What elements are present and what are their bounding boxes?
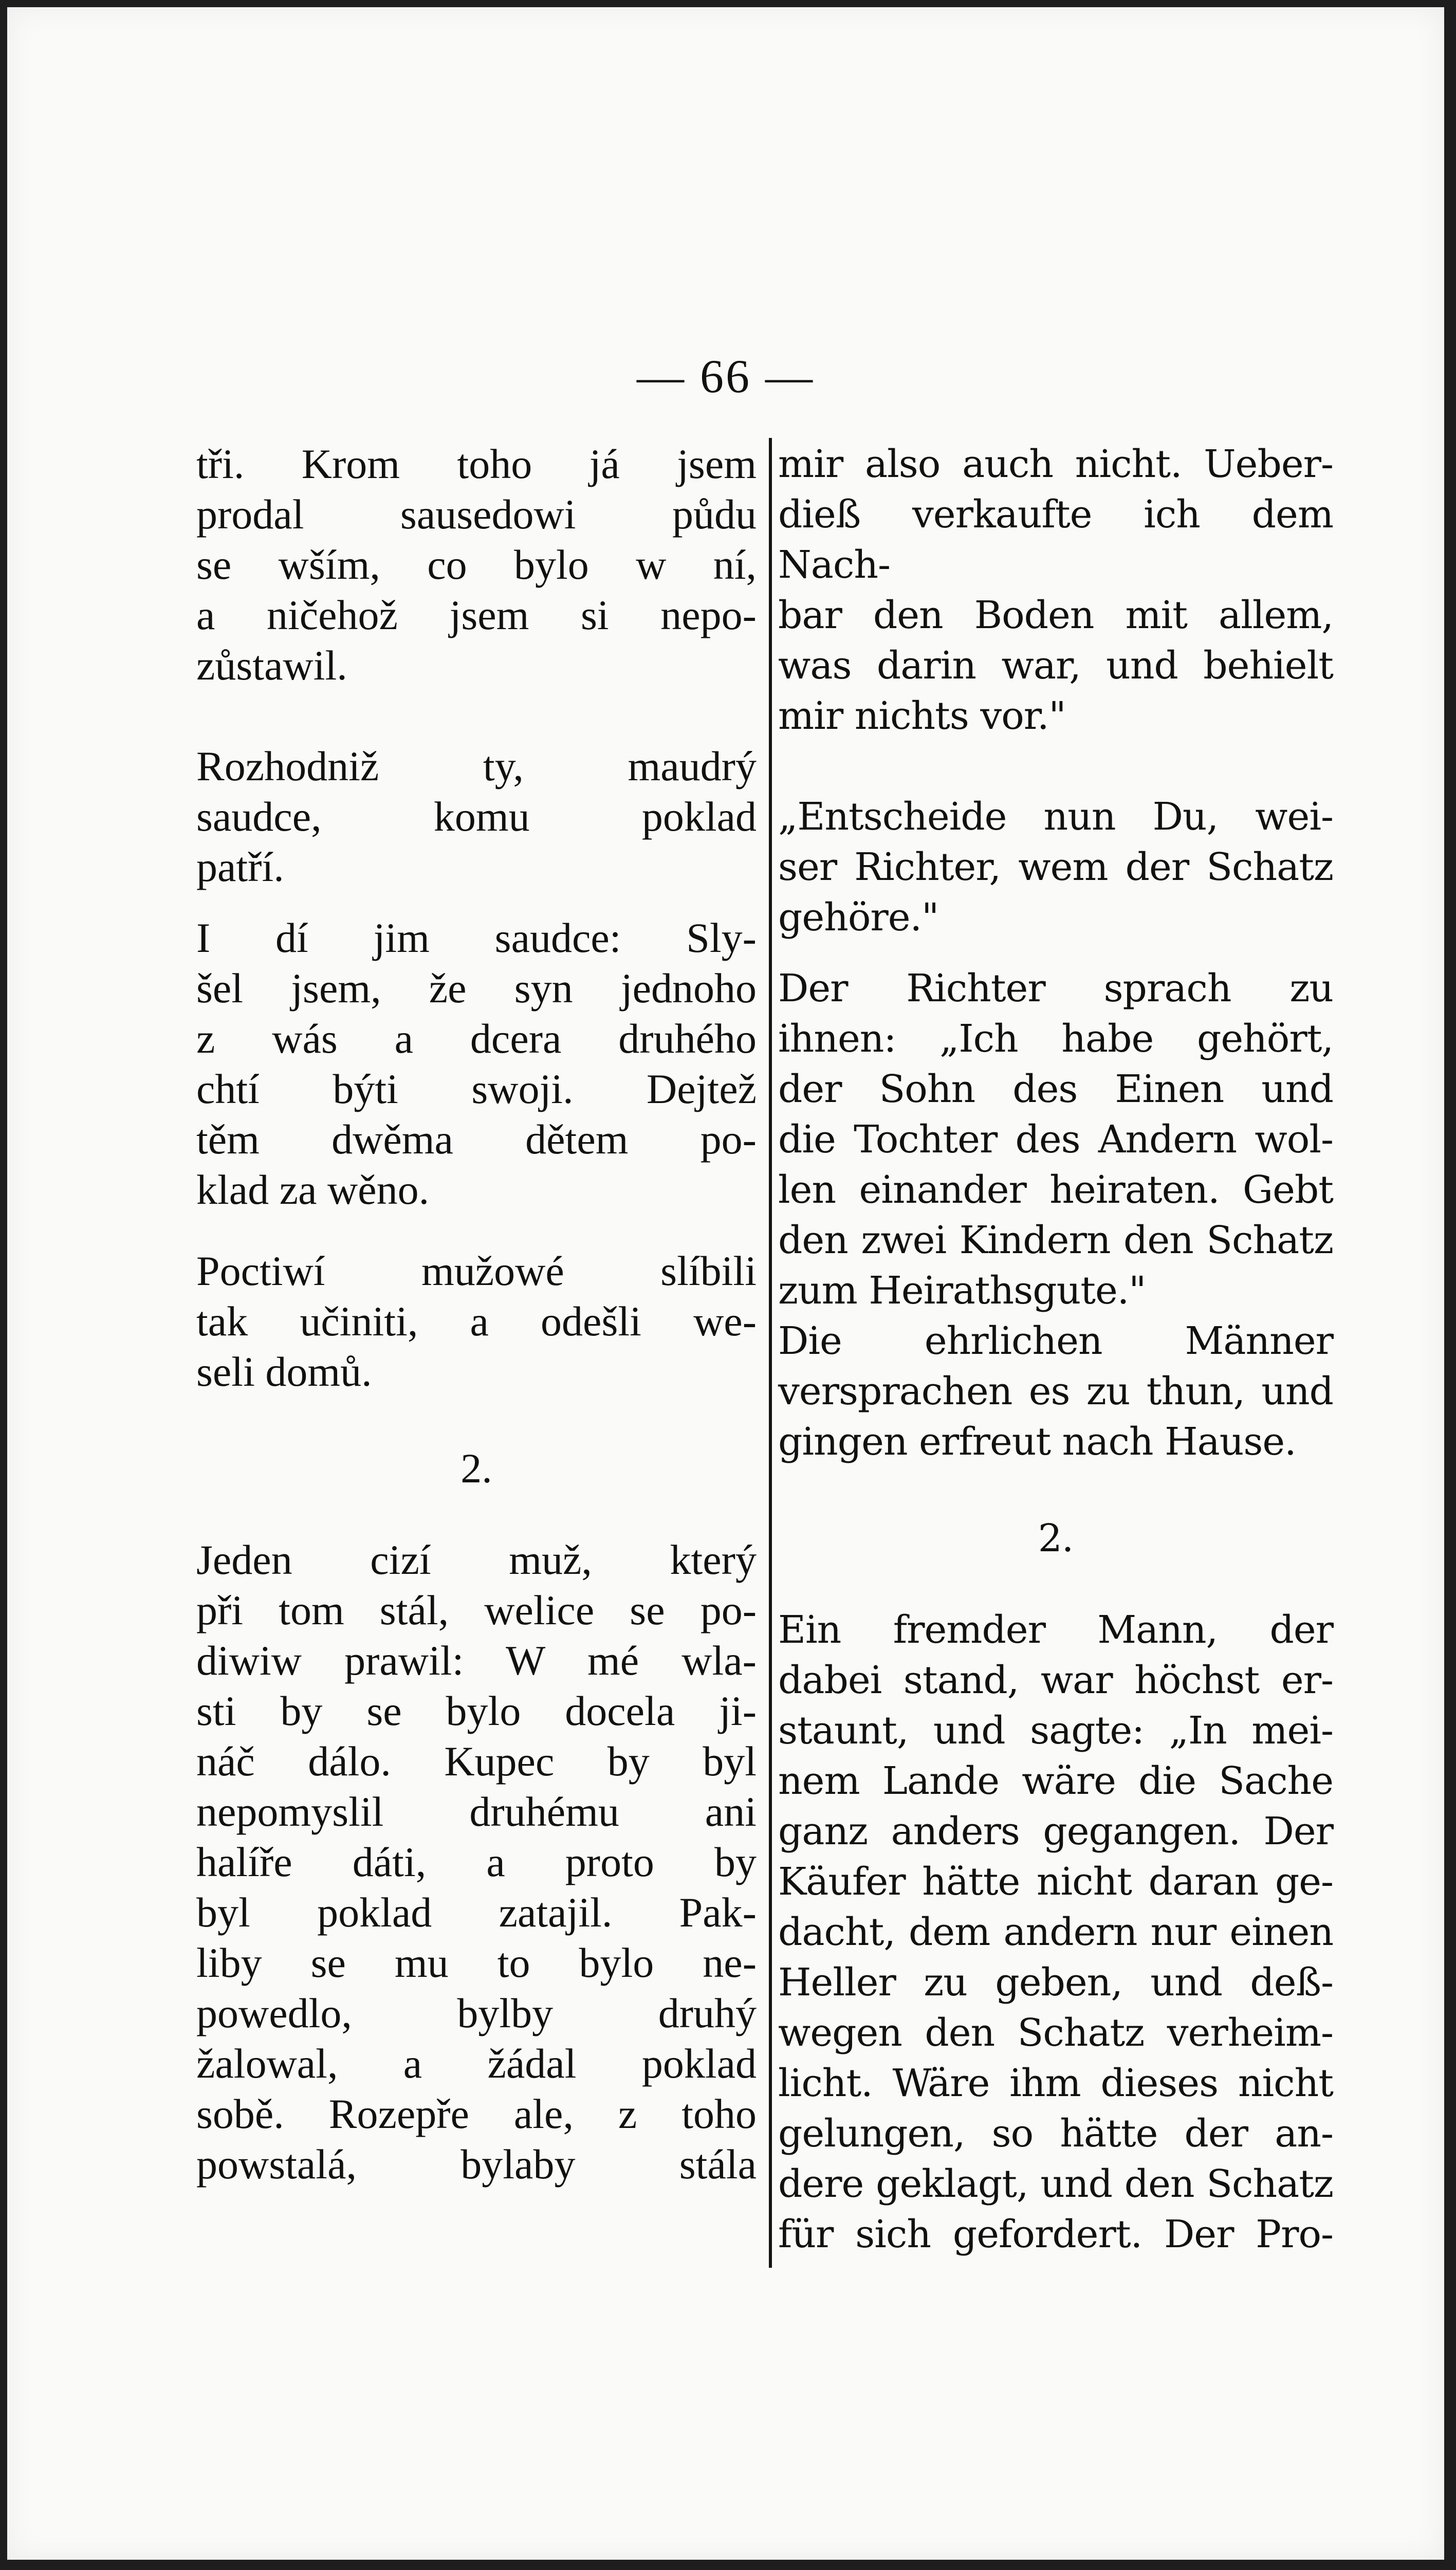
paragraph: Jeden cizí muž, který při tom stál, welice se po- diwiw prawil: W mé wla- sti by se bylo docela ji- náč dálo. Kupec by byl nepomyslil druhému ani halíře dáti, a proto by byl poklad zatajil. Pak- liby se mu to bylo ne- powedlo, bylby druhý žalowal, a žádal poklad sobě. Rozepře ale, z toho powstalá, bylaby stála [196, 1536, 757, 2188]
paragraph: Rozhodniž ty, maudrý saudce, komu poklad patří. [196, 743, 757, 890]
column-divider [769, 438, 772, 2268]
german-column [778, 439, 1333, 2260]
czech-column [196, 439, 757, 2190]
paragraph: Poctiwí mužowé slíbili tak učiniti, a odešli we- seli domů. [196, 1247, 757, 1395]
paragraph: Die ehrlichen Männer versprachen es zu thun, und gingen erfreut nach Hause. [778, 1319, 1333, 1464]
section-number: 2. [460, 1445, 492, 1492]
page-number: — 66 — [637, 350, 815, 402]
book-page [7, 7, 1444, 2560]
section-number: 2. [1038, 1516, 1074, 1561]
paragraph: Der Richter sprach zu ihnen: „Ich habe gehört, der Sohn des Einen und die Tochter des Andern wol- len einander heiraten. Gebt den zwei Kindern den Schatz zum Heirathsgute." [778, 966, 1333, 1313]
paragraph: tři. Krom toho já jsem prodal sausedowi půdu se wším, co bylo w ní, a ničehož jsem si nepo- zůstawil. [196, 440, 757, 689]
paragraph: mir also auch nicht. Ueber- dieß verkaufte ich dem Nach- bar den Boden mit allem, was darin war, und behielt mir nichts vor." [778, 442, 1333, 738]
paragraph: „Entscheide nun Du, wei- ser Richter, wem der Schatz gehöre." [778, 795, 1333, 940]
paragraph: I dí jim saudce: Sly- šel jsem, že syn jednoho z wás a dcera druhého chtí býti swoji. Dejtež těm dwěma dětem po- klad za wěno. [196, 914, 757, 1213]
paragraph: Ein fremder Mann, der dabei stand, war höchst er- staunt, und sagte: „In mei- nem Lande wäre die Sache ganz anders gegangen. Der Käufer hätte nicht daran ge- dacht, dem andern nur einen Heller zu geben, und deß- wegen den Schatz verheim- licht. Wäre ihm dieses nicht gelungen, so hätte der an- dere geklagt, und den Schatz für sich gefordert. Der Pro- [778, 1608, 1333, 2256]
